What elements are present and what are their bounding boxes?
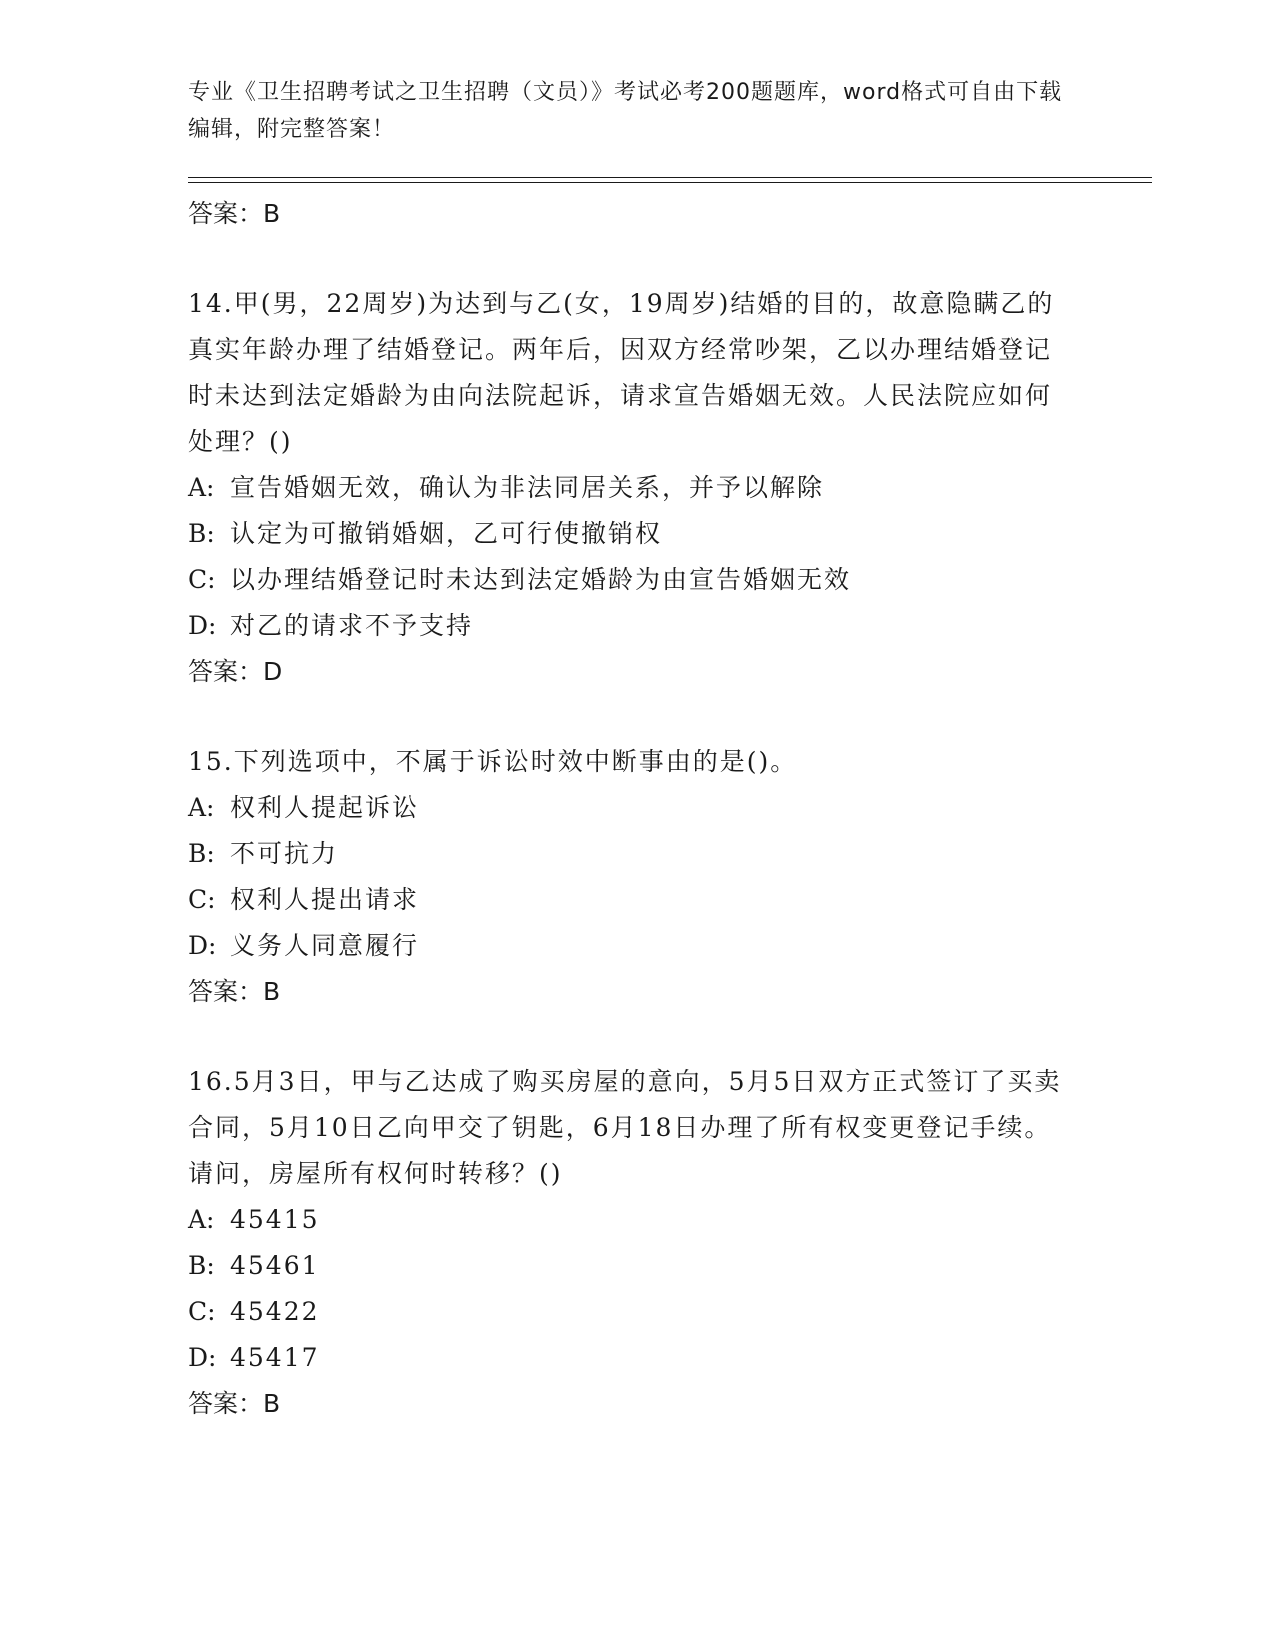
- option-text: 不可抗力: [230, 839, 339, 868]
- option-c: [188, 557, 1068, 603]
- page-header: 专业《卫生招聘考试之卫生招聘（文员）》考试必考200题题库，word格式可自由下载编辑，附完整答案！: [188, 80, 1063, 142]
- option-letter: C:: [188, 565, 216, 594]
- header-divider: [188, 177, 1152, 183]
- question-16: [188, 1059, 1068, 1427]
- question-stem: 14.甲(男，22周岁)为达到与乙(女，19周岁)结婚的目的，故意隐瞒乙的真实年龄办理了结婚登记。两年后，因双方经常吵架，乙以办理结婚登记时未达到法定婚龄为由向法院起诉，请求宣告婚姻无效。人民法院应如何处理？(): [188, 289, 1055, 456]
- option-text: 对乙的请求不予支持: [230, 611, 474, 640]
- option-text: 宣告婚姻无效，确认为非法同居关系，并予以解除: [230, 473, 825, 502]
- option-letter: D:: [188, 1343, 217, 1372]
- option-d: [188, 1335, 1068, 1381]
- option-letter: D:: [188, 611, 217, 640]
- option-text: 45461: [230, 1251, 320, 1280]
- option-letter: A:: [188, 793, 215, 822]
- question-14: [188, 281, 1068, 695]
- option-letter: C:: [188, 885, 216, 914]
- option-text: 45417: [230, 1343, 320, 1372]
- option-c: [188, 877, 1068, 923]
- question-15: [188, 739, 1068, 1015]
- option-a: [188, 465, 1068, 511]
- option-b: [188, 831, 1068, 877]
- option-text: 义务人同意履行: [230, 931, 420, 960]
- answer-line: 答案：D: [188, 657, 283, 686]
- option-text: 45422: [230, 1297, 320, 1326]
- option-letter: C:: [188, 1297, 216, 1326]
- question-stem: 15.下列选项中，不属于诉讼时效中断事由的是()。: [188, 747, 798, 776]
- option-c: [188, 1289, 1068, 1335]
- option-letter: A:: [188, 1205, 215, 1234]
- option-text: 以办理结婚登记时未达到法定婚龄为由宣告婚姻无效: [230, 565, 852, 594]
- option-b: [188, 1243, 1068, 1289]
- option-text: 45415: [230, 1205, 320, 1234]
- answer-line: 答案：B: [188, 199, 281, 228]
- document-body: [188, 185, 1068, 1427]
- option-d: [188, 603, 1068, 649]
- option-b: [188, 511, 1068, 557]
- option-letter: A:: [188, 473, 215, 502]
- answer-line: 答案：B: [188, 977, 281, 1006]
- option-text: 权利人提起诉讼: [230, 793, 420, 822]
- option-letter: D:: [188, 931, 217, 960]
- question-stem: 16.5月3日，甲与乙达成了购买房屋的意向，5月5日双方正式签订了买卖合同，5月10日乙向甲交了钥匙，6月18日办理了所有权变更登记手续。请问，房屋所有权何时转移？(): [188, 1067, 1062, 1188]
- option-a: [188, 785, 1068, 831]
- option-letter: B:: [188, 519, 215, 548]
- option-text: 认定为可撤销婚姻，乙可行使撤销权: [230, 519, 663, 548]
- option-text: 权利人提出请求: [230, 885, 420, 914]
- option-a: [188, 1197, 1068, 1243]
- answer-line: 答案：B: [188, 1389, 281, 1418]
- option-letter: B:: [188, 1251, 215, 1280]
- option-letter: B:: [188, 839, 215, 868]
- option-d: [188, 923, 1068, 969]
